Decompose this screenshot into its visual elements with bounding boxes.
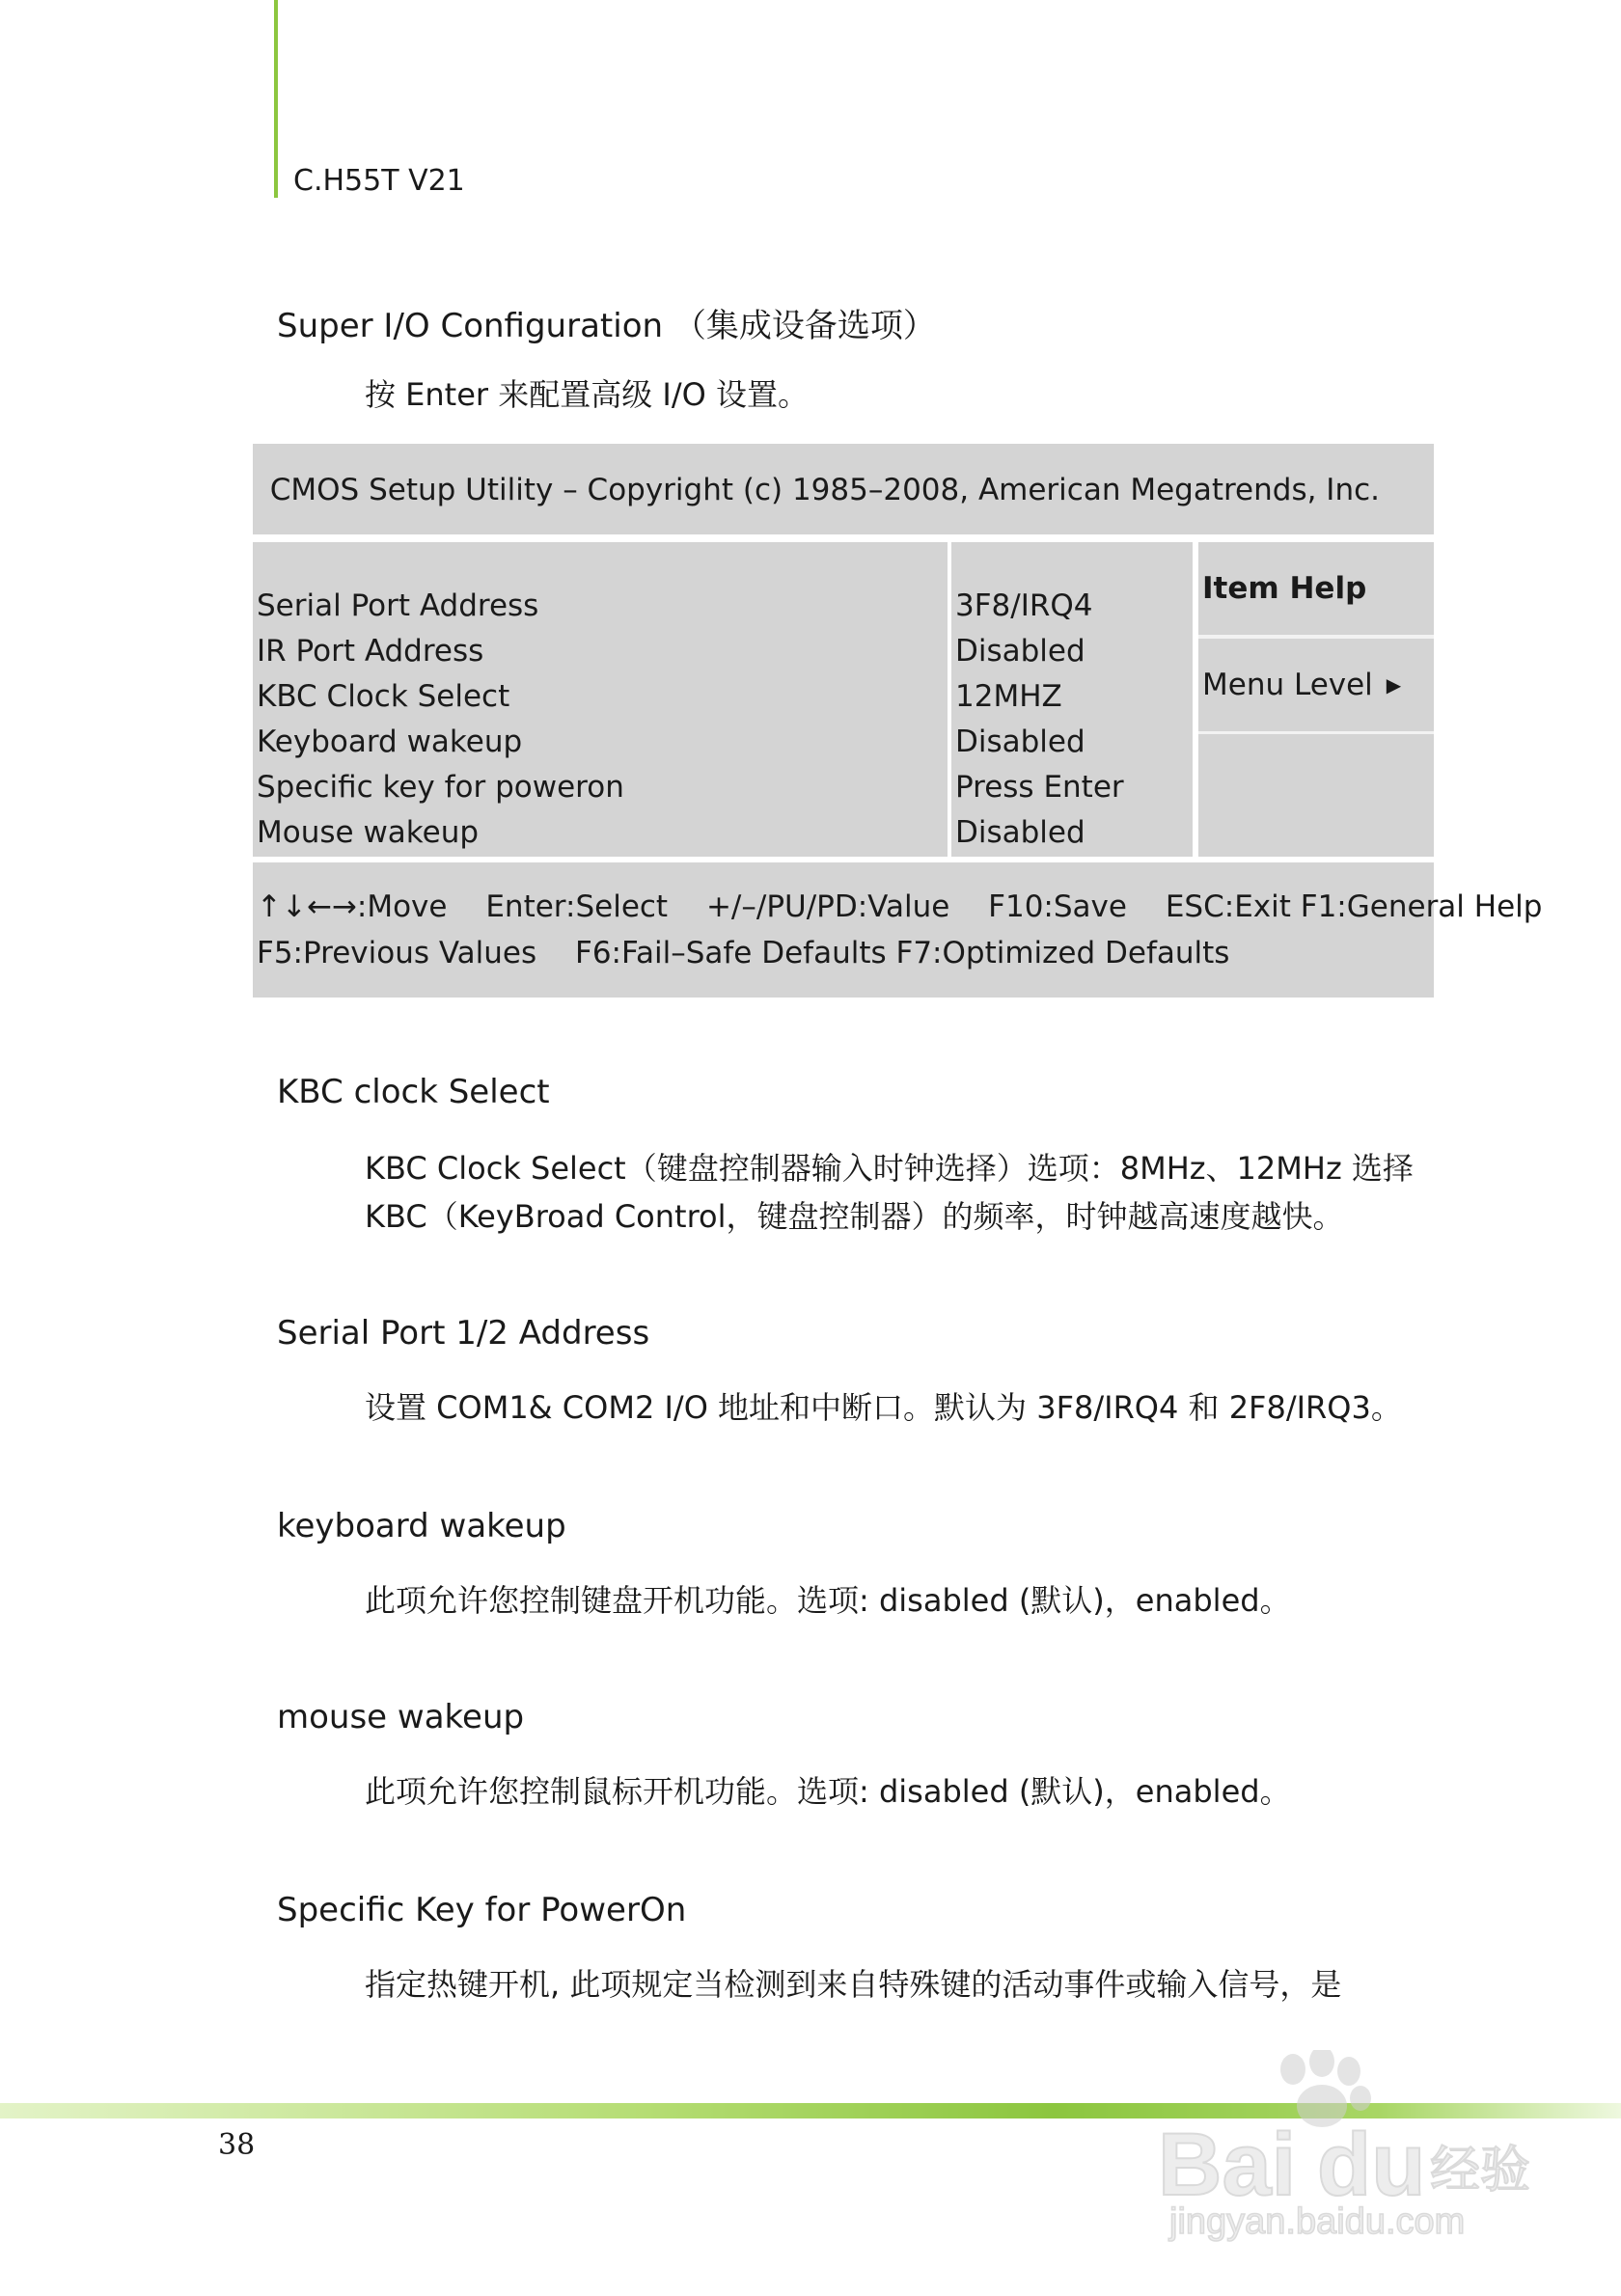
bios-item-mouse-wakeup[interactable]: Mouse wakeup xyxy=(257,815,480,850)
doc-code: C.H55T V21 xyxy=(293,164,465,198)
key-select: Enter:Select xyxy=(485,889,669,924)
bios-value-mouse-wakeup[interactable]: Disabled xyxy=(955,815,1085,850)
key-move: ↑↓←→:Move xyxy=(257,889,448,924)
page-number: 38 xyxy=(218,2128,256,2162)
help-divider xyxy=(1198,731,1434,734)
text-kbwake: 此项允许您控制键盘开机功能。选项: disabled (默认)，enabled。 xyxy=(365,1582,1291,1619)
heading-poweron: Specific Key for PowerOn xyxy=(277,1891,687,1929)
bios-key-legend xyxy=(253,862,1543,998)
svg-text:Bai: Bai xyxy=(1158,2116,1297,2214)
triangle-right-icon: ▶ xyxy=(1386,673,1402,697)
menu-level-label: Menu Level xyxy=(1202,668,1373,702)
key-legend-line-2 xyxy=(257,936,1258,970)
heading-serial: Serial Port 1/2 Address xyxy=(277,1314,650,1353)
bios-value-kbc-clock-select[interactable]: 12MHZ xyxy=(955,679,1062,714)
menu-level xyxy=(1202,668,1401,702)
key-value: +/–/PU/PD:Value xyxy=(705,889,950,924)
heading-mousewake: mouse wakeup xyxy=(277,1698,525,1736)
bios-title: CMOS Setup Utility – Copyright (c) 1985–2008, American Megatrends, Inc. xyxy=(269,473,1380,507)
bios-item-serial-port-address[interactable]: Serial Port Address xyxy=(257,588,539,623)
text-kbc-line1: KBC Clock Select（键盘控制器输入时钟选择）选项：8MHz、12MHz 选择 xyxy=(365,1150,1414,1187)
bios-title-bar xyxy=(253,444,1434,534)
watermark-url: jingyan.baidu.com xyxy=(1169,2201,1466,2242)
header-accent-bar xyxy=(274,0,278,198)
text-serial: 设置 COM1& COM2 I/O 地址和中断口。默认为 3F8/IRQ4 和 2F8/IRQ3。 xyxy=(365,1389,1402,1426)
bios-value-keyboard-wakeup[interactable]: Disabled xyxy=(955,724,1085,759)
item-help-title: Item Help xyxy=(1202,571,1367,606)
text-poweron: 指定热键开机, 此项规定当检测到来自特殊键的活动事件或输入信号，是 xyxy=(365,1966,1342,2003)
bios-help-panel xyxy=(1198,542,1434,857)
bios-item-keyboard-wakeup[interactable]: Keyboard wakeup xyxy=(257,724,523,759)
baidu-jingyan-watermark xyxy=(1148,2050,1553,2243)
bios-item-ir-port-address[interactable]: IR Port Address xyxy=(257,634,484,669)
bios-item-specific-key[interactable]: Specific key for poweron xyxy=(257,770,624,805)
heading-kbwake: keyboard wakeup xyxy=(277,1507,566,1545)
help-divider xyxy=(1198,635,1434,639)
bios-value-ir-port-address[interactable]: Disabled xyxy=(955,634,1085,669)
key-defaults: F6:Fail–Safe Defaults F7:Optimized Defaults xyxy=(575,936,1230,970)
heading-superio: Super I/O Configuration （集成设备选项） xyxy=(277,307,936,345)
bios-value-list xyxy=(951,542,1193,857)
bios-value-specific-key[interactable]: Press Enter xyxy=(955,770,1124,805)
svg-text:经验: 经验 xyxy=(1430,2142,1531,2200)
key-exit-help: ESC:Exit F1:General Help xyxy=(1165,889,1543,924)
bios-value-serial-port-address[interactable]: 3F8/IRQ4 xyxy=(955,588,1093,623)
bios-item-list xyxy=(253,542,948,857)
bios-item-kbc-clock-select[interactable]: KBC Clock Select xyxy=(257,679,510,714)
svg-text:du: du xyxy=(1317,2116,1426,2214)
key-save: F10:Save xyxy=(988,889,1127,924)
text-kbc-line2: KBC（KeyBroad Control，键盘控制器）的频率，时钟越高速度越快。 xyxy=(365,1198,1344,1235)
key-previous: F5:Previous Values xyxy=(257,936,537,970)
text-superio: 按 Enter 来配置高级 I/O 设置。 xyxy=(365,376,809,413)
heading-kbc: KBC clock Select xyxy=(277,1073,550,1111)
text-mousewake: 此项允许您控制鼠标开机功能。选项: disabled (默认)，enabled。 xyxy=(365,1773,1291,1810)
key-legend-line-1 xyxy=(257,889,1571,924)
